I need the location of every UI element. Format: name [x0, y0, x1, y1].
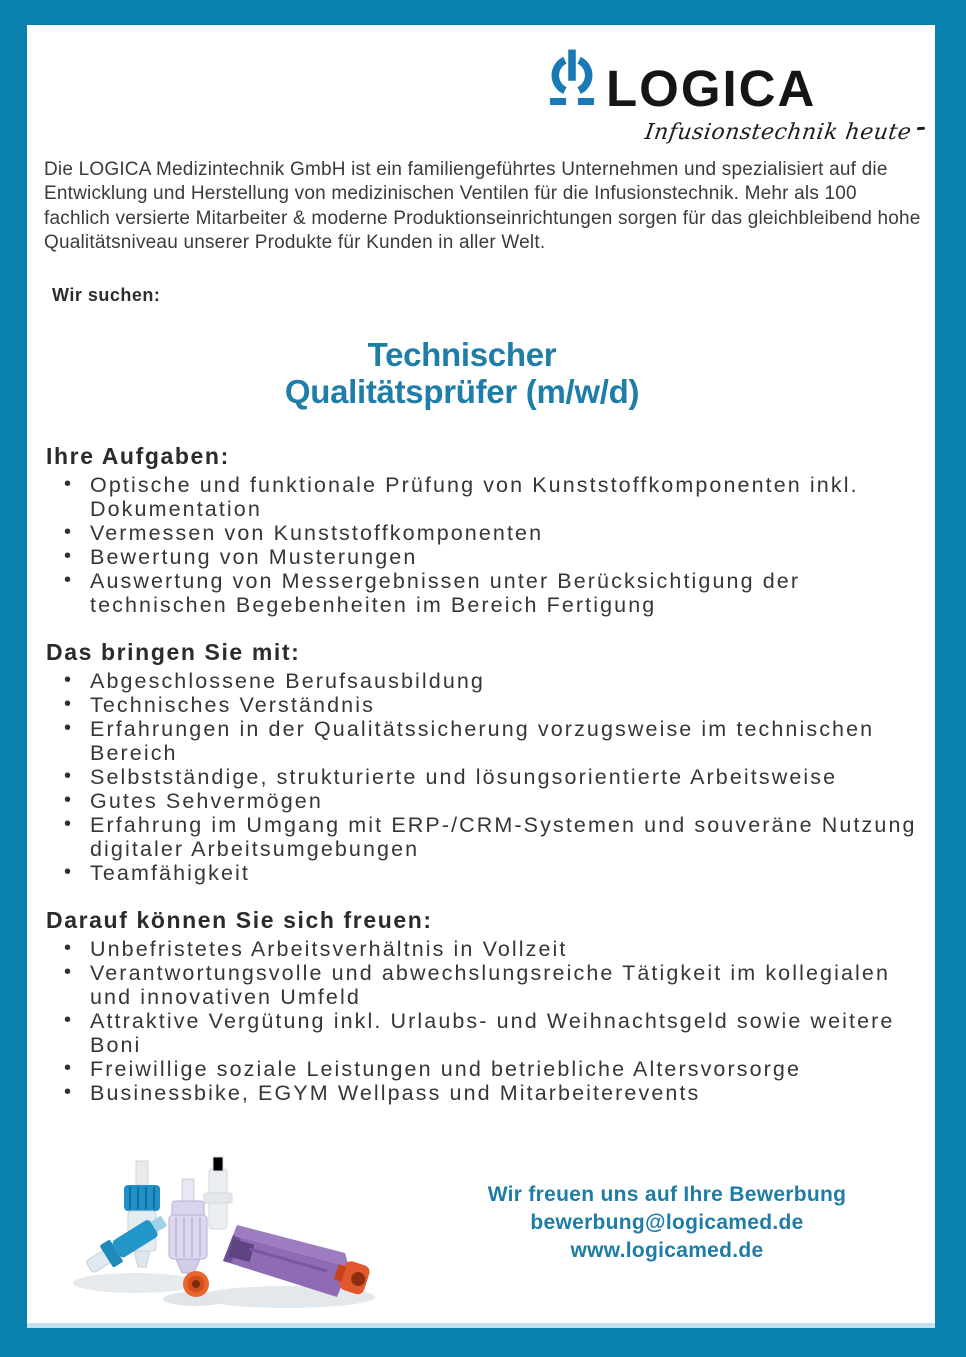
website-link[interactable]: www.logicamed.de — [570, 1239, 764, 1262]
logica-logo — [545, 49, 925, 145]
job-section — [46, 639, 922, 885]
bullet-item: • Businessbike, EGYM Wellpass und Mitarbeiterevents — [90, 1081, 920, 1105]
page-content — [27, 25, 935, 1328]
bullet-item: • Teamfähigkeit — [90, 861, 920, 885]
job-title — [33, 336, 891, 410]
bullet-item: • Technisches Verständnis — [90, 693, 920, 717]
wir-suchen-label: Wir suchen: — [52, 285, 161, 305]
product-photo — [35, 1147, 395, 1323]
section-heading: Darauf können Sie sich freuen: — [46, 907, 433, 933]
bullet-item: • Optische und funktionale Prüfung von Kunststoffkomponenten inkl. Dokumentation — [90, 473, 920, 521]
bullet-item: • Erfahrung im Umgang mit ERP-/CRM-Systemen und souveräne Nutzung digitaler Arbeitsumgebungen — [90, 813, 920, 861]
bullet-item: • Auswertung von Messergebnissen unter Berücksichtigung der technischen Begebenheiten im Bereich Fertigung — [90, 569, 920, 617]
job-section — [46, 443, 922, 617]
bullet-item: • Abgeschlossene Berufsausbildung — [90, 669, 920, 693]
job-title-line2: Qualitätsprüfer (m/w/d) — [284, 373, 640, 410]
bullet-item: • Vermessen von Kunststoffkomponenten — [90, 521, 920, 545]
bullet-item: • Freiwillige soziale Leistungen und betriebliche Altersvorsorge — [90, 1057, 920, 1081]
application-email-link[interactable]: bewerbung@logicamed.de — [530, 1211, 804, 1234]
bullet-item: • Unbefristetes Arbeitsverhältnis in Vollzeit — [90, 937, 920, 961]
bullet-item: • Verantwortungsvolle und abwechslungsreiche Tätigkeit im kollegialen und innovativen Umfeld — [90, 961, 920, 1009]
bullet-item: • Bewertung von Musterungen — [90, 545, 920, 569]
company-intro: Die LOGICA Medizintechnik GmbH ist ein familiengeführtes Unternehmen und spezialisiert auf die Entwicklung und Herstellung von medizinischen Ventilen für die Infusionstechnik. Mehr als 100 fachlich versierte Mitarbeiter & moderne Produktionseinrichtungen sorgen für das gleichbleibend hohe Qualitätsniveau unserer Produkte für Kunden in aller Welt. — [44, 159, 921, 254]
job-title-line1: Technischer — [367, 336, 557, 373]
bullet-item: • Selbstständige, strukturierte und lösungsorientierte Arbeitsweise — [90, 765, 920, 789]
valve-components-illustration — [35, 1147, 395, 1323]
logo-wordmark: LOGICA — [606, 60, 817, 117]
bullet-item: • Gutes Sehvermögen — [90, 789, 920, 813]
application-contact — [455, 1181, 879, 1265]
tagline-flourish-line — [917, 127, 925, 131]
section-bullet-list — [46, 473, 922, 617]
logica-omega-icon — [545, 49, 599, 105]
logo-row — [545, 49, 925, 117]
logo-tagline: Infusionstechnik heute — [643, 120, 914, 145]
section-bullet-list — [46, 669, 922, 885]
closing-line: Wir freuen uns auf Ihre Bewerbung — [487, 1183, 847, 1206]
job-description-sections — [46, 443, 922, 1105]
bullet-item: • Attraktive Vergütung inkl. Urlaubs- und Weihnachtsgeld sowie weitere Boni — [90, 1009, 920, 1057]
bullet-item: • Erfahrungen in der Qualitätssicherung vorzugsweise im technischen Bereich — [90, 717, 920, 765]
logo-tagline-row — [645, 120, 925, 145]
section-bullet-list — [46, 937, 922, 1105]
section-heading: Ihre Aufgaben: — [46, 443, 230, 469]
job-section — [46, 907, 922, 1105]
section-heading: Das bringen Sie mit: — [46, 639, 301, 665]
